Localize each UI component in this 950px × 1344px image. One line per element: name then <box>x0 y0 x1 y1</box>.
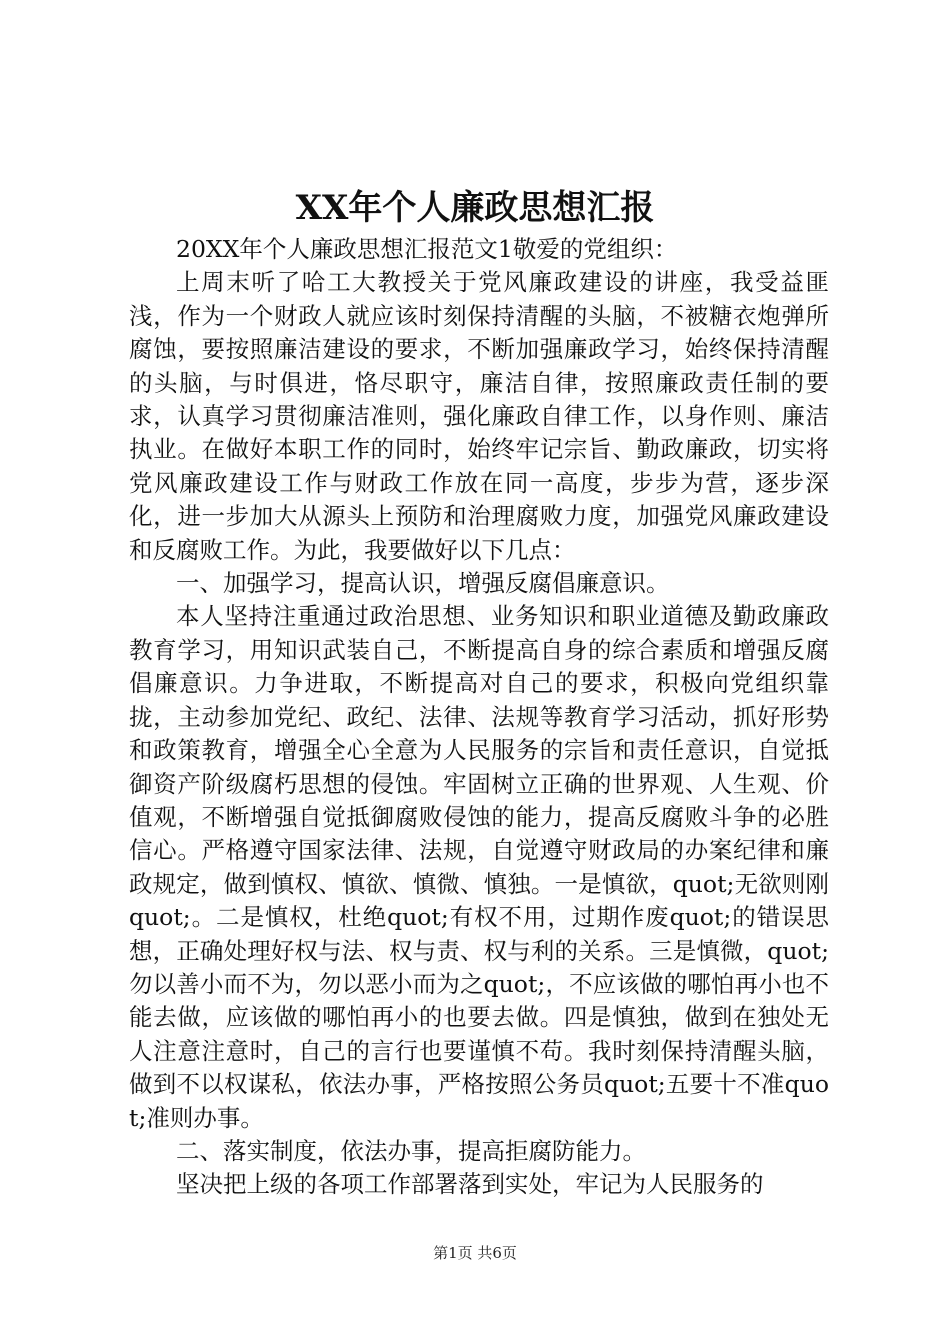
section-heading-2: 二、落实制度，依法办事，提高拒腐防能力。 <box>176 1136 646 1165</box>
page-number-footer: 第1页 共6页 <box>433 1244 517 1262</box>
section-heading-1: 一、加强学习，提高认识，增强反腐倡廉意识。 <box>176 569 670 598</box>
document-body <box>129 233 829 1202</box>
document-title: XX年个人廉政思想汇报 <box>295 188 655 228</box>
paragraph-lecture: 上周末听了哈工大教授关于党风廉政建设的讲座，我受益匪浅，作为一个财政人就应该时刻保持清醒的头脑，不被糖衣炮弹所腐蚀，要按照廉洁建设的要求，不断加强廉政学习，始终保持清醒的头脑，与时俱进，恪尽职守，廉洁自律，按照廉政责任制的要求，认真学习贯彻廉洁准则，强化廉政自律工作，以身作则、廉洁执业。在做好本职工作的同时，始终牢记宗旨、勤政廉政，切实将党风廉政建设工作与财政工作放在同一高度，步步为营，逐步深化，进一步加大从源头上预防和治理腐败力度，加强党风廉政建设和反腐败工作。为此，我要做好以下几点： <box>129 268 829 564</box>
paragraph-study: 本人坚持注重通过政治思想、业务知识和职业道德及勤政廉政教育学习，用知识武装自己，不断提高自身的综合素质和增强反腐倡廉意识。力争进取，不断提高对自己的要求，积极向党组织靠拢，主动参加党纪、政纪、法律、法规等教育学习活动，抓好形势和政策教育，增强全心全意为人民服务的宗旨和责任意识，自觉抵御资产阶级腐朽思想的侵蚀。牢固树立正确的世界观、人生观、价值观，不断增强自觉抵御腐败侵蚀的能力，提高反腐败斗争的必胜信心。严格遵守国家法律、法规，自觉遵守财政局的办案纪律和廉政规定，做到慎权、慎欲、慎微、慎独。一是慎欲，quot;无欲则刚quot;。二是慎权，杜绝quot;有权不用，过期作废quot;的错误思想，正确处理好权与法、权与责、权与利的关系。三是慎微，quot;勿以善小而不为，勿以恶小而为之quot;，不应该做的哪怕再小也不能去做，应该做的哪怕再小的也要去做。四是慎独，做到在独处无人注意注意时，自己的言行也要谨慎不苟。我时刻保持清醒头脑，做到不以权谋私，依法办事，严格按照公务员quot;五要十不准quot;准则办事。 <box>129 602 829 1132</box>
paragraph-implement: 坚决把上级的各项工作部署落到实处，牢记为人民服务的 <box>176 1170 764 1199</box>
paragraph-intro: 20XX年个人廉政思想汇报范文1敬爱的党组织： <box>176 235 678 263</box>
